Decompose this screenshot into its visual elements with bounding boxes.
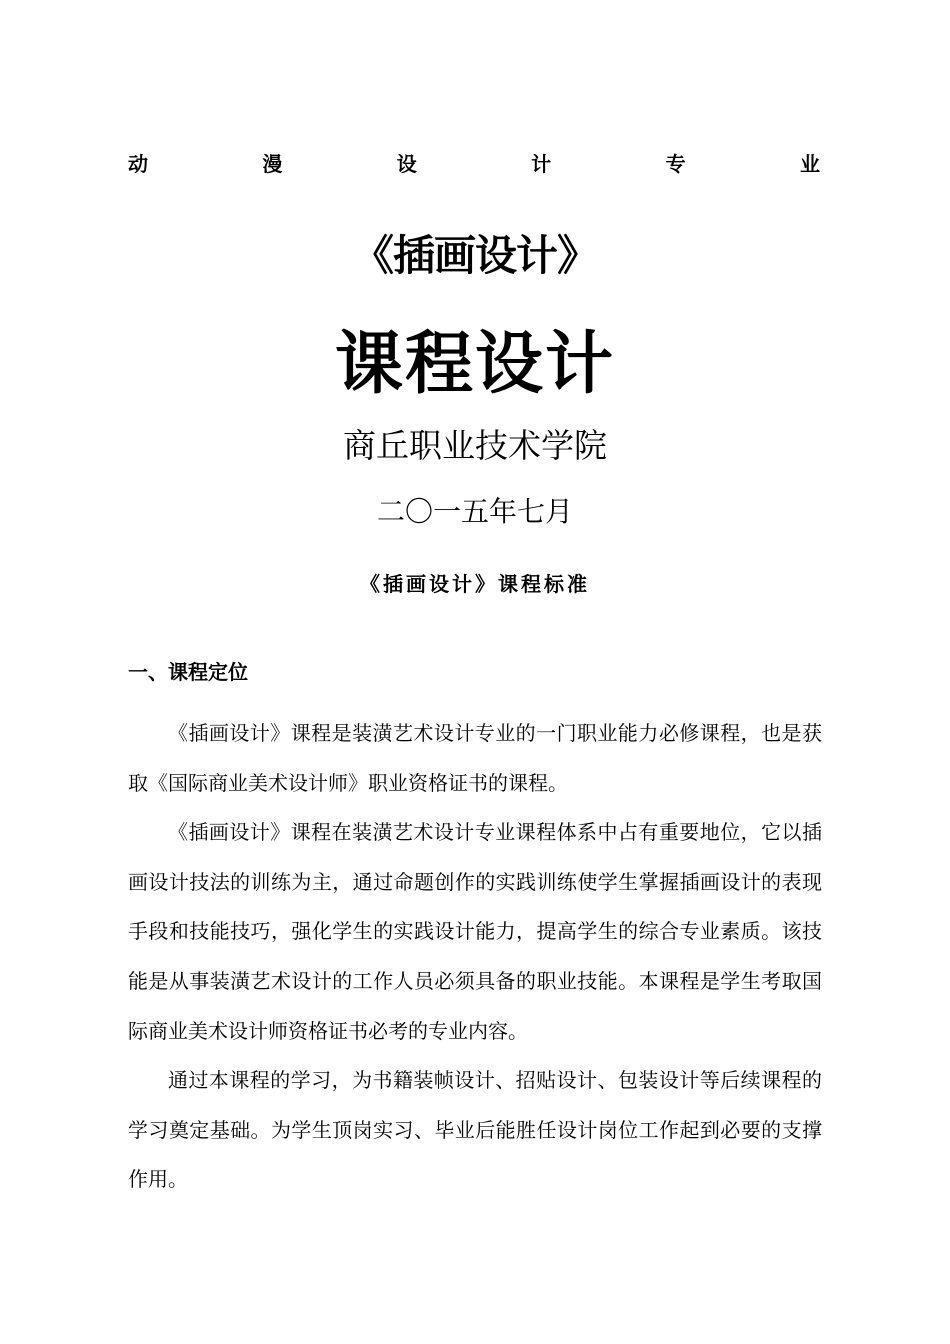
- major-char: 业: [799, 152, 820, 176]
- major-char: 设: [396, 152, 417, 176]
- document-date: 二〇一五年七月: [376, 495, 573, 528]
- body-paragraph: 《插画设计》课程是装潢艺术设计专业的一门职业能力必修课程，也是获取《国际商业美术设计师》职业资格证书的课程。: [128, 721, 822, 795]
- course-name-title: 《插画设计》: [351, 231, 598, 280]
- major-char: 漫: [262, 152, 283, 176]
- institution-name: 商丘职业技术学院: [343, 426, 607, 465]
- major-char: 计: [531, 152, 552, 176]
- major-char: 专: [665, 152, 686, 176]
- document-type-title: 课程设计: [334, 325, 615, 404]
- section-body: [128, 709, 822, 1205]
- body-paragraph: 通过本课程的学习，为书籍装帧设计、招贴设计、包装设计等后续课程的学习奠定基础。为学生顶岗实习、毕业后能胜任设计岗位工作起到必要的支撑作用。: [128, 1068, 822, 1192]
- major-char: 动: [128, 152, 148, 176]
- standard-title: 《插画设计》课程标准: [360, 572, 590, 596]
- major-title: [128, 148, 820, 180]
- section-heading-course-positioning: 一、课程定位: [128, 660, 248, 684]
- body-paragraph: 《插画设计》课程在装潢艺术设计专业课程体系中占有重要地位，它以插画设计技法的训练为主，通过命题创作的实践训练使学生掌握插画设计的表现手段和技能技巧，强化学生的实践设计能力，提高学生的综合专业素质。该技能是从事装潢艺术设计的工作人员必须具备的职业技能。本课程是学生考取国际商业美术设计师资格证书必考的专业内容。: [128, 820, 822, 1043]
